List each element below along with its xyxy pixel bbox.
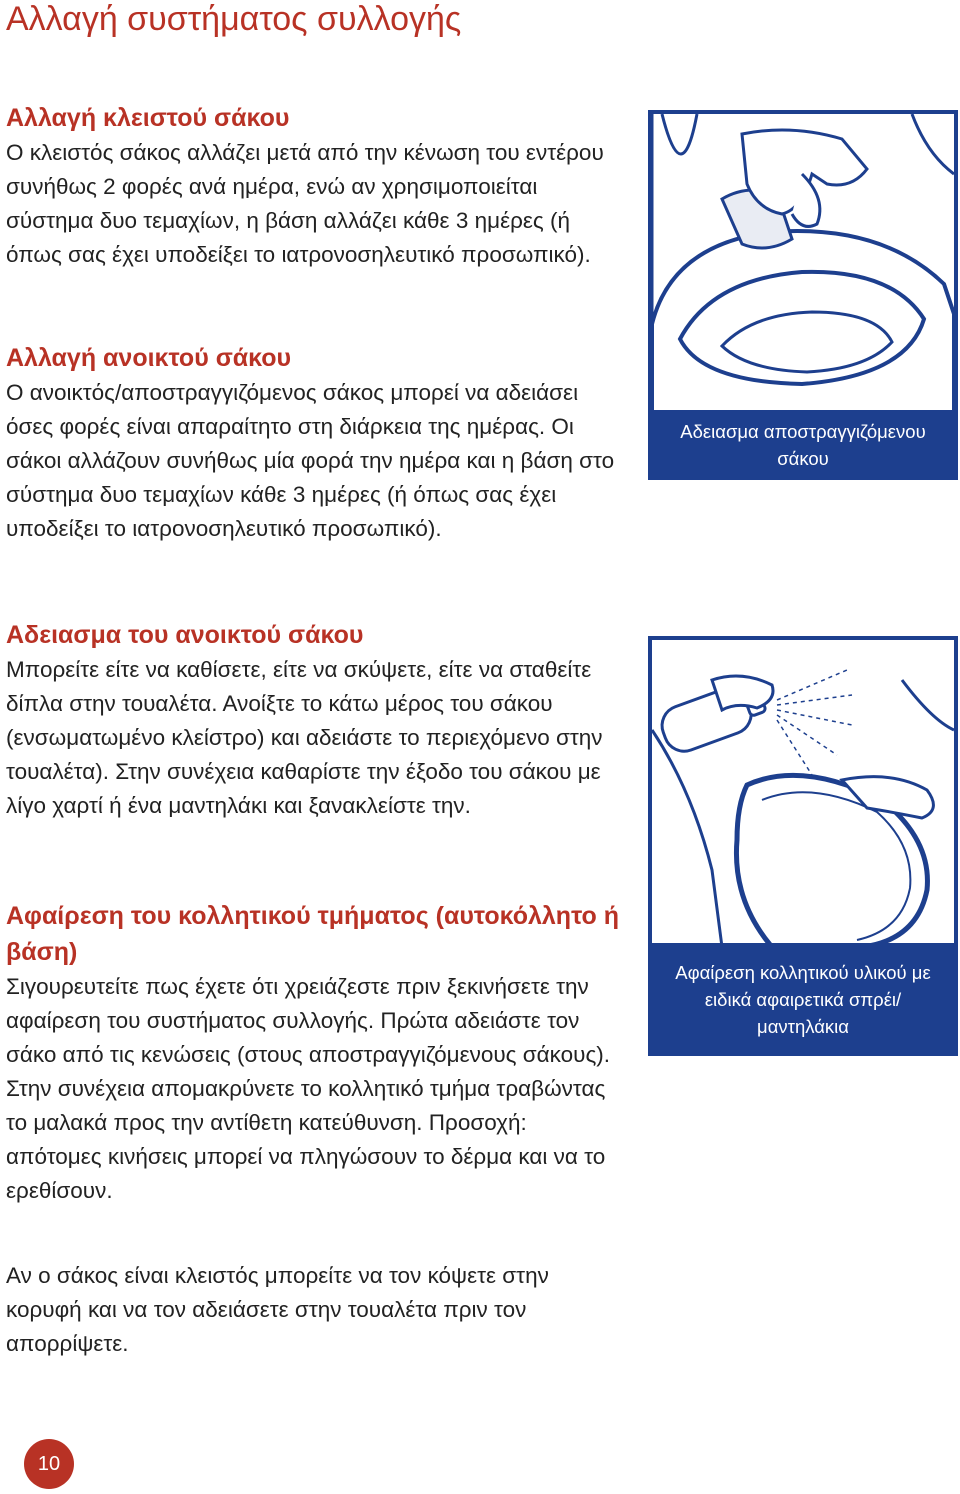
toilet-emptying-illustration <box>648 110 958 410</box>
section-closed-bag <box>6 100 626 272</box>
page-title: Αλλαγή συστήματος συλλογής <box>6 0 462 38</box>
section-body: Σιγουρευτείτε πως έχετε ότι χρειάζεστε πριν ξεκινήσετε την αφαίρεση του συστήματος συλλογής. Πρώτα αδειάστε τον σάκο από τις κενώσεις (στους αποστραγγιζόμενους σάκους). Στην συνέχεια απομακρύνετε το κολλητικό τμήμα τραβώντας το μαλακά προς την αντίθετη κατεύθυνση. Προσοχή: απότομες κινήσεις μπορεί να πληγώσουν το δέρμα και να το ερεθίσουν. <box>6 974 611 1203</box>
page-number-badge: 10 <box>24 1439 74 1489</box>
section-heading: Αφαίρεση του κολλητικού τμήματος (αυτοκόλλητο ή βάση) <box>6 902 620 966</box>
section-body: Μπορείτε είτε να καθίσετε, είτε να σκύψετε, είτε να σταθείτε δίπλα στην τουαλέτα. Ανοίξτε το κάτω μέρος του σάκου (ενσωματωμένο κλείστρο) και αδειάστε το περιεχόμενο στην τουαλέτα). Στην συνέχεια καθαρίστε την έξοδο του σάκου με λίγο χαρτί ή ένα μαντηλάκι και ξανακλείστε την. <box>6 657 603 818</box>
section-open-bag <box>6 340 626 546</box>
section-body: Ο ανοικτός/αποστραγγιζόμενος σάκος μπορεί να αδειάσει όσες φορές είναι απαραίτητο στη διάρκεια της ημέρας. Οι σάκοι αλλάζουν συνήθως μία φορά την ημέρα και η βάση στο σύστημα δυο τεμαχίων κάθε 3 ημέρες (ή όπως σας έχει υποδείξει το ιατρονοσηλευτικό προσωπικό). <box>6 380 615 541</box>
figure-emptying <box>648 110 958 480</box>
figure-caption: Αδειασμα αποστραγγιζόμενου σάκου <box>648 410 958 480</box>
section-body: Ο κλειστός σάκος αλλάζει μετά από την κένωση του εντέρου συνήθως 2 φορές ανά ημέρα, ενώ αν χρησιμοποιείται σύστημα δυο τεμαχίων, η βάση αλλάζει κάθε 3 ημέρες (ή όπως σας έχει υποδείξει το ιατρονοσηλευτικό προσωπικό). <box>6 140 604 267</box>
section-heading: Αλλαγή κλειστού σάκου <box>6 104 290 132</box>
section-body: Αν ο σάκος είναι κλειστός μπορείτε να τον κόψετε στην κορυφή και να τον αδειάσετε στην τουαλέτα πριν τον απορρίψετε. <box>6 1263 549 1356</box>
adhesive-remover-spray-illustration <box>648 636 958 943</box>
section-heading: Αλλαγή ανοικτού σάκου <box>6 344 292 372</box>
figure-adhesive-removal <box>648 636 958 1056</box>
section-adhesive-removal <box>6 898 626 1208</box>
figure-caption: Αφαίρεση κολλητικού υλικού με ειδικά αφαιρετικά σπρέι/ μαντηλάκια <box>648 943 958 1056</box>
section-emptying-open-bag <box>6 617 626 823</box>
section-heading: Αδειασμα του ανοικτού σάκου <box>6 621 364 649</box>
section-closed-bag-note <box>6 1259 626 1361</box>
